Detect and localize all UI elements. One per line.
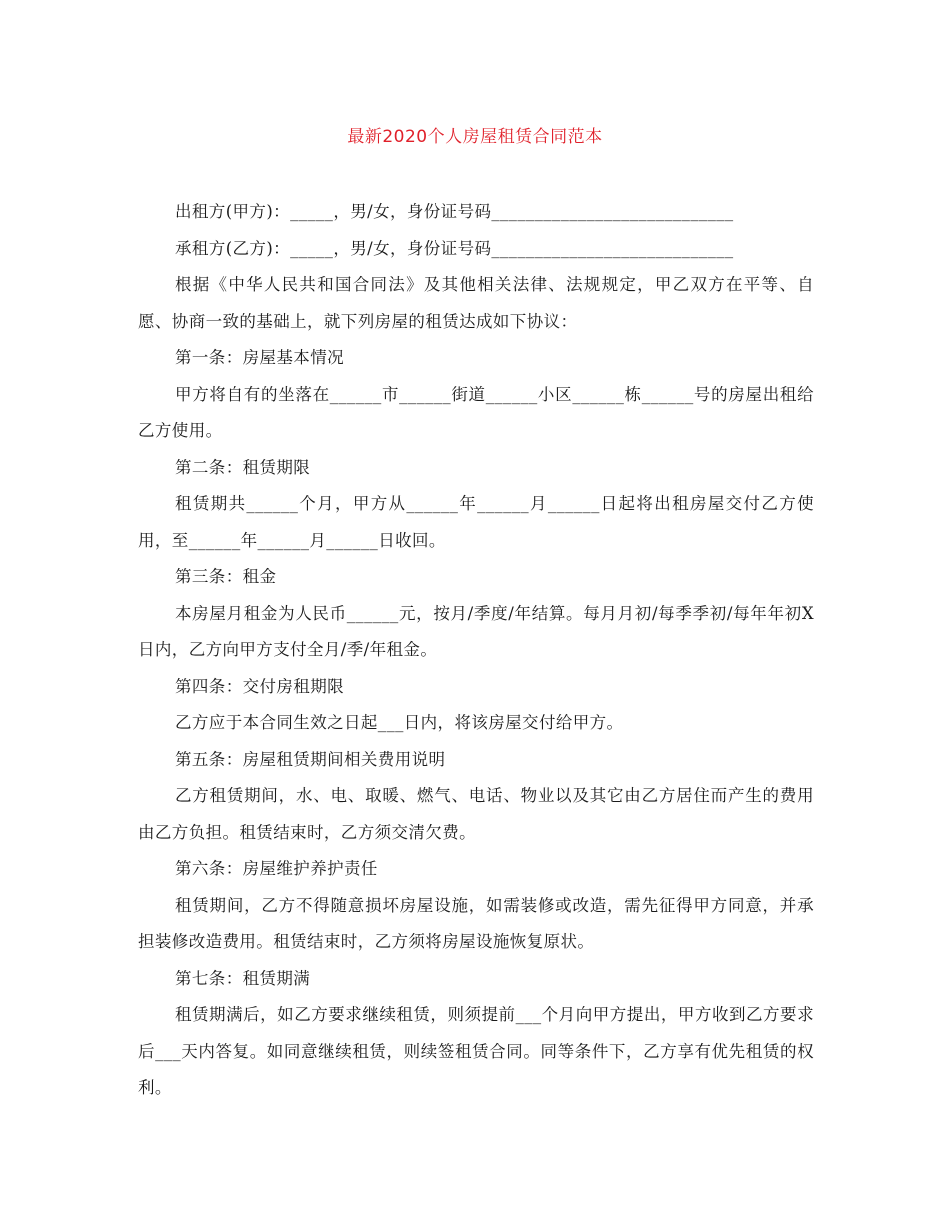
document-body xyxy=(138,194,814,1107)
document-title: 最新2020个人房屋租赁合同范本 xyxy=(347,127,603,147)
article-1-body: 甲方将自有的坐落在______市______街道______小区______栋______号的房屋出租给乙方使用。 xyxy=(138,384,814,440)
article-3-body: 本房屋月租金为人民币______元，按月/季度/年结算。每月月初/每季季初/每年年初X日内，乙方向甲方支付全月/季/年租金。 xyxy=(138,603,814,659)
article-7-heading: 第七条：租赁期满 xyxy=(175,968,311,988)
party-b-line: 承租方(乙方)：_____，男/女，身份证号码____________________________ xyxy=(175,238,734,258)
party-a-line: 出租方(甲方)：_____，男/女，身份证号码____________________________ xyxy=(175,202,734,221)
preamble-paragraph: 根据《中华人民共和国合同法》及其他相关法律、法规规定，甲乙双方在平等、自愿、协商一致的基础上，就下列房屋的租赁达成如下协议： xyxy=(138,275,814,331)
article-6-heading: 第六条：房屋维护养护责任 xyxy=(175,859,378,878)
article-4-body: 乙方应于本合同生效之日起___日内，将该房屋交付给甲方。 xyxy=(175,713,624,732)
article-4-heading: 第四条：交付房租期限 xyxy=(175,676,344,696)
article-7-body: 租赁期满后，如乙方要求继续租赁，则须提前___个月向甲方提出，甲方收到乙方要求后___天内答复。如同意继续租赁，则续签租赁合同。同等条件下，乙方享有优先租赁的权利。 xyxy=(138,1005,814,1097)
article-3-heading: 第三条：租金 xyxy=(175,567,277,586)
article-5-body: 乙方租赁期间，水、电、取暖、燃气、电话、物业以及其它由乙方居住而产生的费用由乙方负担。租赁结束时，乙方须交清欠费。 xyxy=(138,786,814,842)
article-2-body: 租赁期共______个月，甲方从______年______月______日起将出租房屋交付乙方使用，至______年______月______日收回。 xyxy=(138,494,814,550)
article-6-body: 租赁期间，乙方不得随意损坏房屋设施，如需装修或改造，需先征得甲方同意，并承担装修改造费用。租赁结束时，乙方须将房屋设施恢复原状。 xyxy=(138,895,814,951)
article-5-heading: 第五条：房屋租赁期间相关费用说明 xyxy=(175,749,446,769)
article-2-heading: 第二条：租赁期限 xyxy=(175,457,311,477)
article-1-heading: 第一条：房屋基本情况 xyxy=(175,348,344,367)
